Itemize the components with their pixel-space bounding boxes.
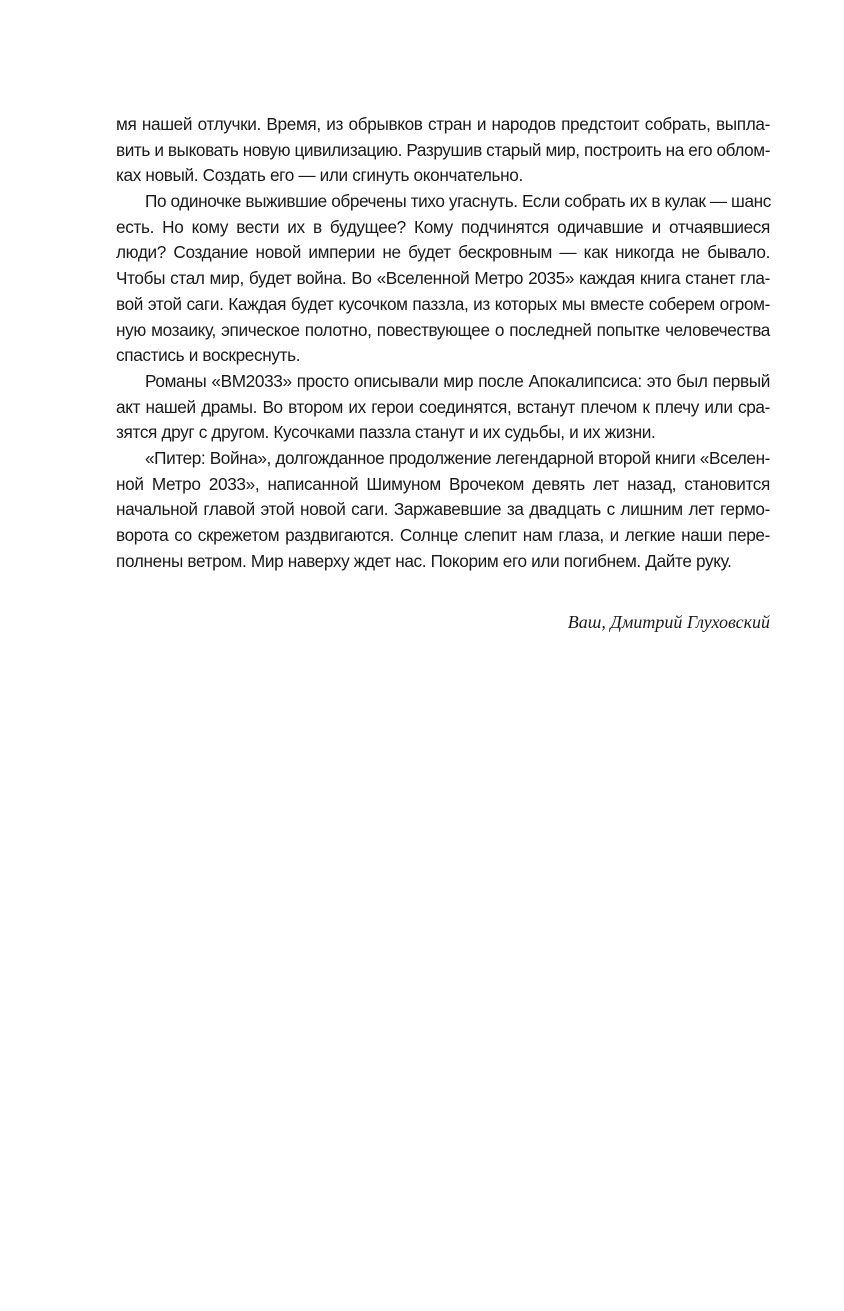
text-line: зятся друг с другом. Кусочками паззла станут и их судьбы, и их жизни.	[116, 422, 656, 443]
text-line: ной Метро 2033», написанной Шимуном Врочеком девять лет назад, становится	[116, 473, 770, 494]
text-line: ную мозаику, эпическое полотно, повествующее о последней попытке человечества	[116, 319, 770, 340]
text-line: Чтобы стал мир, будет война. Во «Вселенной Метро 2035» каждая книга станет гла-	[116, 268, 770, 289]
text-line: ворота со скрежетом раздвигаются. Солнце слепит нам глаза, и легкие наши пере-	[116, 525, 770, 545]
text-line: вой этой саги. Каждая будет кусочком паззла, из которых мы вместе соберем огром-	[116, 293, 770, 314]
author-signature: Ваш, Дмитрий Глуховский	[567, 612, 770, 632]
text-line: вить и выковать новую цивилизацию. Разрушив старый мир, построить на его облом-	[116, 139, 771, 160]
text-line: полнены ветром. Мир наверху ждет нас. Покорим его или погибнем. Дайте руку.	[116, 550, 732, 571]
body-text	[116, 112, 770, 574]
text-line: Романы «ВМ2033» просто описывали мир после Апокалипсиса: это был первый	[145, 370, 770, 391]
text-line: «Питер: Война», долгожданное продолжение легендарной второй книги «Вселен-	[145, 447, 770, 468]
text-line: люди? Создание новой империи не будет бескровным — как никогда не бывало.	[116, 242, 770, 263]
text-line: начальной главой этой новой саги. Заржавевшие за двадцать с лишним лет гермо-	[116, 499, 770, 520]
text-line: По одиночке выжившие обречены тихо угаснуть. Если собрать их в кулак — шанс	[145, 191, 771, 212]
text-line: есть. Но кому вести их в будущее? Кому подчинятся одичавшие и отчаявшиеся	[116, 216, 770, 237]
text-line: ках новый. Создать его — или сгинуть окончательно.	[116, 165, 523, 186]
text-line: акт нашей драмы. Во втором их герои соединятся, встанут плечом к плечу или сра-	[116, 396, 770, 417]
text-line: спастись и воскреснуть.	[116, 345, 301, 366]
text-line: мя нашей отлучки. Время, из обрывков стран и народов предстоит собрать, выпла-	[116, 114, 770, 134]
